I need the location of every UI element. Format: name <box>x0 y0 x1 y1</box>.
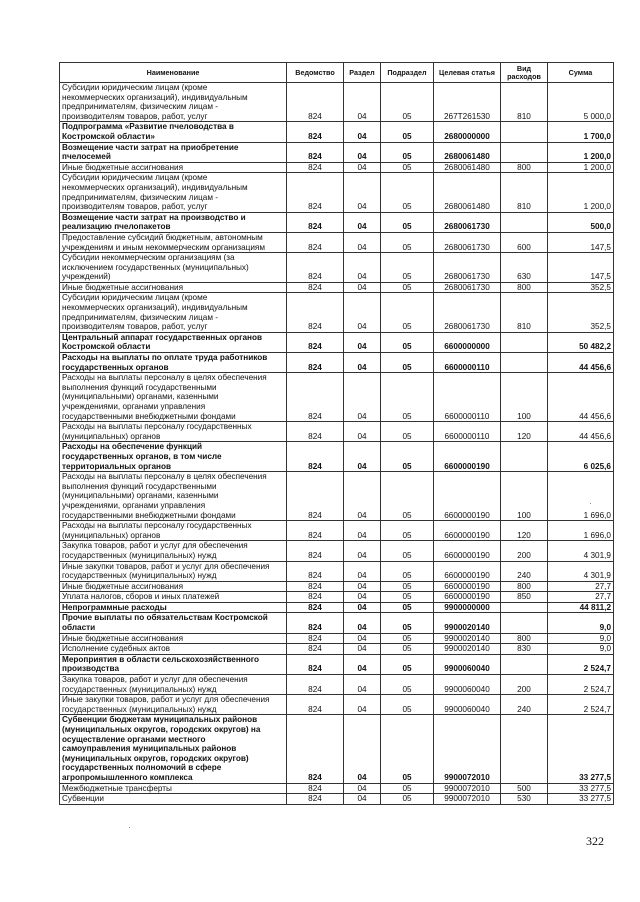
cell-celevaya-statya: 6600000190 <box>434 592 501 603</box>
cell-celevaya-statya: 2680061730 <box>434 253 501 283</box>
cell-name: Расходы на выплаты персоналу государственных (муниципальных) органов <box>60 521 287 541</box>
cell-vedomstvo: 824 <box>287 162 344 173</box>
cell-podrazdel: 05 <box>381 592 434 603</box>
cell-vid-rashodov: 100 <box>501 373 548 422</box>
cell-name: Субсидии некоммерческим организациям (за исключением государственных (муниципальных) учреждений) <box>60 253 287 283</box>
table-row <box>60 122 614 142</box>
cell-celevaya-statya: 9900060040 <box>434 654 501 674</box>
cell-summa: 1 696,0 <box>548 521 614 541</box>
cell-summa: 352,5 <box>548 293 614 332</box>
cell-razdel: 04 <box>344 715 381 783</box>
cell-name: Субвенции <box>60 794 287 805</box>
cell-vedomstvo: 824 <box>287 675 344 695</box>
cell-vid-rashodov: 810 <box>501 173 548 212</box>
cell-razdel: 04 <box>344 142 381 162</box>
table-row <box>60 472 614 521</box>
cell-summa: 44 456,6 <box>548 373 614 422</box>
cell-summa: 5 000,0 <box>548 83 614 122</box>
cell-summa: 1 700,0 <box>548 122 614 142</box>
cell-podrazdel: 05 <box>381 253 434 283</box>
cell-summa: 1 200,0 <box>548 142 614 162</box>
cell-celevaya-statya: 9900020140 <box>434 613 501 633</box>
cell-celevaya-statya: 9900072010 <box>434 783 501 794</box>
cell-vid-rashodov: 800 <box>501 633 548 644</box>
cell-razdel: 04 <box>344 654 381 674</box>
cell-podrazdel: 05 <box>381 83 434 122</box>
table-row <box>60 293 614 332</box>
cell-summa: 147,5 <box>548 232 614 252</box>
cell-name: Закупка товаров, работ и услуг для обеспечения государственных (муниципальных) нужд <box>60 675 287 695</box>
cell-vid-rashodov: 500 <box>501 783 548 794</box>
cell-vedomstvo: 824 <box>287 472 344 521</box>
cell-razdel: 04 <box>344 592 381 603</box>
cell-name: Расходы на обеспечение функций государственных органов, в том числе территориальных органов <box>60 442 287 472</box>
table-row <box>60 212 614 232</box>
table-row <box>60 794 614 805</box>
table-row <box>60 561 614 581</box>
cell-celevaya-statya: 9900020140 <box>434 633 501 644</box>
cell-celevaya-statya: 2680061480 <box>434 162 501 173</box>
cell-vedomstvo: 824 <box>287 122 344 142</box>
cell-name: Мероприятия в области сельскохозяйственного производства <box>60 654 287 674</box>
cell-vid-rashodov: 600 <box>501 232 548 252</box>
cell-celevaya-statya: 9900020140 <box>434 644 501 655</box>
table-row <box>60 592 614 603</box>
cell-vid-rashodov: 630 <box>501 253 548 283</box>
cell-vid-rashodov: 120 <box>501 521 548 541</box>
cell-name: Иные закупки товаров, работ и услуг для обеспечения государственных (муниципальных) нужд <box>60 561 287 581</box>
cell-razdel: 04 <box>344 561 381 581</box>
cell-vid-rashodov: 240 <box>501 695 548 715</box>
cell-vedomstvo: 824 <box>287 253 344 283</box>
cell-vedomstvo: 824 <box>287 142 344 162</box>
cell-name: Предоставление субсидий бюджетным, автономным учреждениям и иным некоммерческим организациям <box>60 232 287 252</box>
cell-vid-rashodov: 100 <box>501 472 548 521</box>
cell-vid-rashodov: 240 <box>501 561 548 581</box>
cell-vid-rashodov: 810 <box>501 293 548 332</box>
cell-vedomstvo: 824 <box>287 521 344 541</box>
table-row <box>60 521 614 541</box>
table-header-row <box>60 63 614 83</box>
cell-podrazdel: 05 <box>381 783 434 794</box>
cell-podrazdel: 05 <box>381 442 434 472</box>
cell-razdel: 04 <box>344 162 381 173</box>
cell-celevaya-statya: 2680000000 <box>434 122 501 142</box>
table-row <box>60 581 614 592</box>
cell-celevaya-statya: 6600000190 <box>434 521 501 541</box>
cell-podrazdel: 05 <box>381 332 434 352</box>
cell-razdel: 04 <box>344 173 381 212</box>
cell-celevaya-statya: 9900000000 <box>434 602 501 613</box>
cell-vid-rashodov: 120 <box>501 422 548 442</box>
cell-celevaya-statya: 2680061730 <box>434 293 501 332</box>
cell-summa: 2 524,7 <box>548 695 614 715</box>
table-row <box>60 783 614 794</box>
cell-summa: 4 301,9 <box>548 541 614 561</box>
cell-name: Расходы на выплаты персоналу государственных (муниципальных) органов <box>60 422 287 442</box>
cell-summa: 33 277,5 <box>548 794 614 805</box>
cell-celevaya-statya: 6600000190 <box>434 442 501 472</box>
cell-razdel: 04 <box>344 602 381 613</box>
header-name: Наименование <box>60 63 287 83</box>
cell-razdel: 04 <box>344 282 381 293</box>
cell-vid-rashodov <box>501 602 548 613</box>
cell-name: Иные бюджетные ассигнования <box>60 162 287 173</box>
table-row <box>60 695 614 715</box>
cell-vedomstvo: 824 <box>287 794 344 805</box>
cell-vedomstvo: 824 <box>287 644 344 655</box>
cell-name: Субсидии юридическим лицам (кроме некоммерческих организаций), индивидуальным предпринимателям, физическим лицам - производителям товаров, работ, услуг <box>60 173 287 212</box>
cell-vedomstvo: 824 <box>287 442 344 472</box>
cell-name: Прочие выплаты по обязательствам Костромской области <box>60 613 287 633</box>
cell-summa: 500,0 <box>548 212 614 232</box>
cell-podrazdel: 05 <box>381 142 434 162</box>
cell-vid-rashodov: 810 <box>501 83 548 122</box>
table-row <box>60 442 614 472</box>
header-celevaya-statya: Целевая статья <box>434 63 501 83</box>
cell-celevaya-statya: 6600000190 <box>434 561 501 581</box>
cell-razdel: 04 <box>344 122 381 142</box>
cell-podrazdel: 05 <box>381 561 434 581</box>
cell-podrazdel: 05 <box>381 293 434 332</box>
cell-podrazdel: 05 <box>381 173 434 212</box>
cell-razdel: 04 <box>344 675 381 695</box>
cell-summa: 33 277,5 <box>548 715 614 783</box>
cell-vedomstvo: 824 <box>287 332 344 352</box>
cell-name: Иные бюджетные ассигнования <box>60 282 287 293</box>
cell-name: Исполнение судебных актов <box>60 644 287 655</box>
cell-podrazdel: 05 <box>381 633 434 644</box>
cell-vedomstvo: 824 <box>287 232 344 252</box>
cell-celevaya-statya: 2680061730 <box>434 232 501 252</box>
cell-razdel: 04 <box>344 293 381 332</box>
cell-podrazdel: 05 <box>381 212 434 232</box>
header-podrazdel: Подраздел <box>381 63 434 83</box>
cell-podrazdel: 05 <box>381 353 434 373</box>
cell-podrazdel: 05 <box>381 794 434 805</box>
table-body <box>60 83 614 805</box>
cell-name: Межбюджетные трансферты <box>60 783 287 794</box>
cell-name: Центральный аппарат государственных органов Костромской области <box>60 332 287 352</box>
budget-table <box>59 62 614 805</box>
cell-summa: 9,0 <box>548 633 614 644</box>
cell-vedomstvo: 824 <box>287 373 344 422</box>
cell-name: Иные бюджетные ассигнования <box>60 633 287 644</box>
cell-razdel: 04 <box>344 253 381 283</box>
table-row <box>60 232 614 252</box>
cell-celevaya-statya: 2680061730 <box>434 212 501 232</box>
cell-vedomstvo: 824 <box>287 422 344 442</box>
table-row <box>60 353 614 373</box>
cell-podrazdel: 05 <box>381 232 434 252</box>
cell-summa: 27,7 <box>548 581 614 592</box>
cell-podrazdel: 05 <box>381 521 434 541</box>
cell-razdel: 04 <box>344 232 381 252</box>
table-row <box>60 162 614 173</box>
cell-vedomstvo: 824 <box>287 783 344 794</box>
cell-name: Субсидии юридическим лицам (кроме некоммерческих организаций), индивидуальным предпринимателям, физическим лицам - производителям товаров, работ, услуг <box>60 83 287 122</box>
cell-vedomstvo: 824 <box>287 592 344 603</box>
cell-celevaya-statya: 2680061730 <box>434 282 501 293</box>
cell-vedomstvo: 824 <box>287 654 344 674</box>
table-row <box>60 644 614 655</box>
cell-vid-rashodov: 850 <box>501 592 548 603</box>
table-row <box>60 142 614 162</box>
cell-razdel: 04 <box>344 442 381 472</box>
table-row <box>60 541 614 561</box>
cell-razdel: 04 <box>344 332 381 352</box>
cell-celevaya-statya: 6600000190 <box>434 472 501 521</box>
cell-name: Иные бюджетные ассигнования <box>60 581 287 592</box>
cell-podrazdel: 05 <box>381 162 434 173</box>
cell-vid-rashodov <box>501 613 548 633</box>
page-number: 322 <box>586 834 604 848</box>
cell-summa: 147,5 <box>548 253 614 283</box>
cell-summa: 6 025,6 <box>548 442 614 472</box>
cell-name: Расходы на выплаты персоналу в целях обеспечения выполнения функций государственными (муниципальными) органами, казенными учреждениями, органами управления государственными внебюджетными фондами <box>60 472 287 521</box>
cell-podrazdel: 05 <box>381 602 434 613</box>
cell-razdel: 04 <box>344 212 381 232</box>
cell-name: Расходы на выплаты по оплате труда работников государственных органов <box>60 353 287 373</box>
cell-celevaya-statya: 2680061480 <box>434 142 501 162</box>
cell-vedomstvo: 824 <box>287 633 344 644</box>
cell-razdel: 04 <box>344 521 381 541</box>
table-row <box>60 613 614 633</box>
cell-summa: 9,0 <box>548 613 614 633</box>
cell-celevaya-statya: 6600000190 <box>434 581 501 592</box>
cell-vid-rashodov <box>501 353 548 373</box>
cell-vid-rashodov: 200 <box>501 675 548 695</box>
table-row <box>60 253 614 283</box>
cell-vid-rashodov: 830 <box>501 644 548 655</box>
table-row <box>60 654 614 674</box>
cell-name: Закупка товаров, работ и услуг для обеспечения государственных (муниципальных) нужд <box>60 541 287 561</box>
cell-summa: 1 200,0 <box>548 173 614 212</box>
cell-summa: 44 811,2 <box>548 602 614 613</box>
table-row <box>60 83 614 122</box>
cell-vid-rashodov: 800 <box>501 581 548 592</box>
cell-vedomstvo: 824 <box>287 541 344 561</box>
cell-name: Субсидии юридическим лицам (кроме некоммерческих организаций), индивидуальным предпринимателям, физическим лицам - производителям товаров, работ, услуг <box>60 293 287 332</box>
scan-speck <box>129 827 130 828</box>
cell-celevaya-statya: 9900072010 <box>434 794 501 805</box>
cell-vid-rashodov <box>501 142 548 162</box>
header-vedomstvo: Ведомство <box>287 63 344 83</box>
cell-vedomstvo: 824 <box>287 212 344 232</box>
cell-summa: 1 696,0 <box>548 472 614 521</box>
cell-podrazdel: 05 <box>381 695 434 715</box>
cell-podrazdel: 05 <box>381 654 434 674</box>
header-razdel: Раздел <box>344 63 381 83</box>
cell-vid-rashodov <box>501 654 548 674</box>
cell-podrazdel: 05 <box>381 644 434 655</box>
cell-celevaya-statya: 6600000110 <box>434 353 501 373</box>
table-row <box>60 173 614 212</box>
cell-summa: 27,7 <box>548 592 614 603</box>
cell-celevaya-statya: 9900060040 <box>434 675 501 695</box>
cell-razdel: 04 <box>344 794 381 805</box>
cell-name: Иные закупки товаров, работ и услуг для обеспечения государственных (муниципальных) нужд <box>60 695 287 715</box>
cell-vid-rashodov: 200 <box>501 541 548 561</box>
cell-celevaya-statya: 9900060040 <box>434 695 501 715</box>
cell-vedomstvo: 824 <box>287 561 344 581</box>
cell-name: Возмещение части затрат на производство и реализацию пчелопакетов <box>60 212 287 232</box>
cell-vid-rashodov <box>501 442 548 472</box>
cell-podrazdel: 05 <box>381 613 434 633</box>
cell-razdel: 04 <box>344 633 381 644</box>
cell-name: Возмещение части затрат на приобретение пчелосемей <box>60 142 287 162</box>
cell-razdel: 04 <box>344 581 381 592</box>
cell-name: Расходы на выплаты персоналу в целях обеспечения выполнения функций государственными (муниципальными) органами, казенными учреждениями, органами управления государственными внебюджетными фондами <box>60 373 287 422</box>
cell-summa: 4 301,9 <box>548 561 614 581</box>
cell-razdel: 04 <box>344 422 381 442</box>
cell-razdel: 04 <box>344 373 381 422</box>
cell-summa: 9,0 <box>548 644 614 655</box>
cell-summa: 2 524,7 <box>548 675 614 695</box>
cell-razdel: 04 <box>344 83 381 122</box>
cell-razdel: 04 <box>344 644 381 655</box>
cell-podrazdel: 05 <box>381 422 434 442</box>
cell-vedomstvo: 824 <box>287 282 344 293</box>
cell-summa: 44 456,6 <box>548 422 614 442</box>
cell-podrazdel: 05 <box>381 282 434 293</box>
cell-vid-rashodov: 800 <box>501 162 548 173</box>
cell-celevaya-statya: 9900072010 <box>434 715 501 783</box>
table-row <box>60 332 614 352</box>
cell-razdel: 04 <box>344 613 381 633</box>
cell-podrazdel: 05 <box>381 122 434 142</box>
cell-summa: 352,5 <box>548 282 614 293</box>
cell-vid-rashodov <box>501 715 548 783</box>
cell-vedomstvo: 824 <box>287 602 344 613</box>
table-row <box>60 675 614 695</box>
cell-vedomstvo: 824 <box>287 293 344 332</box>
cell-celevaya-statya: 6600000110 <box>434 373 501 422</box>
cell-podrazdel: 05 <box>381 715 434 783</box>
table-row <box>60 602 614 613</box>
cell-summa: 1 200,0 <box>548 162 614 173</box>
cell-podrazdel: 05 <box>381 675 434 695</box>
table-row <box>60 633 614 644</box>
cell-celevaya-statya: 267Т261530 <box>434 83 501 122</box>
cell-podrazdel: 05 <box>381 581 434 592</box>
cell-vid-rashodov: 800 <box>501 282 548 293</box>
cell-celevaya-statya: 6600000000 <box>434 332 501 352</box>
cell-podrazdel: 05 <box>381 373 434 422</box>
cell-vedomstvo: 824 <box>287 715 344 783</box>
cell-summa: 33 277,5 <box>548 783 614 794</box>
cell-summa: 50 482,2 <box>548 332 614 352</box>
cell-razdel: 04 <box>344 695 381 715</box>
cell-vedomstvo: 824 <box>287 353 344 373</box>
cell-celevaya-statya: 6600000190 <box>434 541 501 561</box>
cell-vedomstvo: 824 <box>287 173 344 212</box>
table-row <box>60 715 614 783</box>
cell-celevaya-statya: 2680061480 <box>434 173 501 212</box>
cell-name: Подпрограмма «Развитие пчеловодства в Костромской области» <box>60 122 287 142</box>
scan-speck <box>590 503 591 504</box>
cell-vedomstvo: 824 <box>287 695 344 715</box>
cell-celevaya-statya: 6600000110 <box>434 422 501 442</box>
cell-vedomstvo: 824 <box>287 581 344 592</box>
cell-razdel: 04 <box>344 353 381 373</box>
cell-vedomstvo: 824 <box>287 613 344 633</box>
cell-podrazdel: 05 <box>381 472 434 521</box>
cell-podrazdel: 05 <box>381 541 434 561</box>
cell-summa: 2 524,7 <box>548 654 614 674</box>
cell-vid-rashodov: 530 <box>501 794 548 805</box>
cell-name: Непрограммные расходы <box>60 602 287 613</box>
cell-razdel: 04 <box>344 783 381 794</box>
cell-razdel: 04 <box>344 541 381 561</box>
cell-vid-rashodov <box>501 212 548 232</box>
cell-name: Субвенции бюджетам муниципальных районов (муниципальных округов, городских округов) на осуществление органами местного самоуправления муниципальных районов (муниципальных округов, городских округов) государственных полномочий в сфере агропромышленного комплекса <box>60 715 287 783</box>
table-row <box>60 282 614 293</box>
table-row <box>60 373 614 422</box>
header-summa: Сумма <box>548 63 614 83</box>
header-vid-rashodov: Вид расходов <box>501 63 548 83</box>
cell-razdel: 04 <box>344 472 381 521</box>
cell-name: Уплата налогов, сборов и иных платежей <box>60 592 287 603</box>
cell-summa: 44 456,6 <box>548 353 614 373</box>
table-row <box>60 422 614 442</box>
cell-vedomstvo: 824 <box>287 83 344 122</box>
cell-vid-rashodov <box>501 122 548 142</box>
cell-vid-rashodov <box>501 332 548 352</box>
